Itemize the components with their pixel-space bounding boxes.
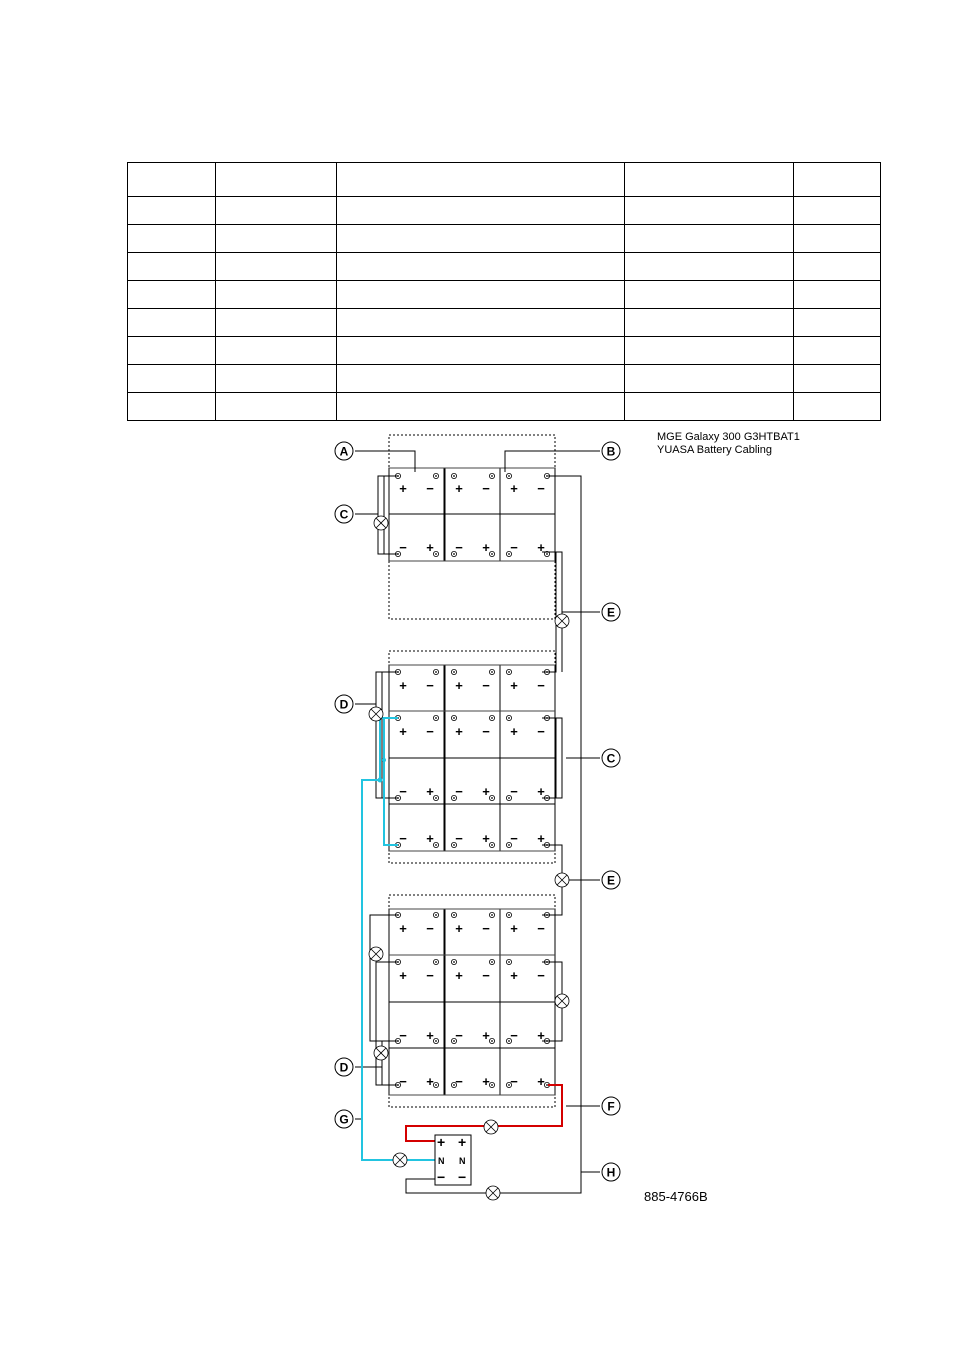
polarity-sign: −	[482, 678, 490, 693]
polarity-sign: +	[455, 678, 463, 693]
fuse-icon	[555, 994, 569, 1008]
callout-g	[335, 1110, 353, 1128]
tb-pos-right: +	[458, 1134, 467, 1150]
polarity-sign: −	[399, 784, 407, 799]
polarity-sign: −	[537, 968, 545, 983]
polarity-sign: −	[426, 921, 434, 936]
enclosure-top	[389, 435, 555, 619]
polarity-sign: +	[482, 784, 490, 799]
polarity-sign: +	[537, 1028, 545, 1043]
enclosure-middle	[389, 651, 555, 863]
diagram-subtitle: YUASA Battery Cabling	[657, 444, 772, 456]
fuse-icon	[393, 1153, 407, 1167]
tb-n-left: N	[438, 1156, 445, 1166]
terminal-dot	[435, 1084, 437, 1086]
polarity-sign: −	[537, 678, 545, 693]
svg-text:G: G	[339, 1112, 349, 1127]
polarity-sign: −	[426, 724, 434, 739]
enclosure-bottom	[389, 895, 555, 1107]
callout-a	[335, 442, 353, 460]
terminal-dot	[435, 797, 437, 799]
polarity-sign: −	[455, 1074, 463, 1089]
polarity-sign: +	[399, 678, 407, 693]
fuse-icon	[484, 1120, 498, 1134]
terminal-dot	[453, 914, 455, 916]
polarity-sign: −	[510, 831, 518, 846]
polarity-sign: −	[426, 968, 434, 983]
tb-pos-left: +	[437, 1134, 446, 1150]
terminal-dot	[491, 1084, 493, 1086]
terminal-dot	[453, 475, 455, 477]
terminal-dot	[546, 1084, 548, 1086]
polarity-sign: −	[399, 1028, 407, 1043]
polarity-sign: −	[399, 540, 407, 555]
terminal-dot	[508, 475, 510, 477]
svg-text:F: F	[607, 1099, 615, 1114]
callout-h	[602, 1163, 620, 1181]
polarity-sign: −	[510, 1028, 518, 1043]
neutral-junction	[378, 778, 383, 783]
polarity-sign: +	[399, 921, 407, 936]
polarity-sign: −	[399, 831, 407, 846]
polarity-sign: +	[455, 481, 463, 496]
polarity-sign: +	[399, 481, 407, 496]
terminal-dot	[508, 717, 510, 719]
terminal-dot	[435, 475, 437, 477]
callout-e-top	[602, 603, 620, 621]
neutral-junction-2	[382, 758, 386, 762]
polarity-sign: −	[482, 921, 490, 936]
polarity-sign: +	[537, 540, 545, 555]
polarity-sign: −	[537, 921, 545, 936]
callout-d-bot	[335, 1058, 353, 1076]
svg-text:C: C	[606, 751, 616, 766]
polarity-sign: −	[482, 724, 490, 739]
polarity-sign: −	[426, 678, 434, 693]
terminal-dot	[508, 961, 510, 963]
fuse-icon	[486, 1186, 500, 1200]
svg-text:H: H	[606, 1165, 616, 1180]
terminal-dot	[491, 475, 493, 477]
terminal-dot	[508, 671, 510, 673]
terminal-dot	[435, 717, 437, 719]
tb-neg-left: −	[437, 1169, 446, 1185]
terminal-dot	[491, 914, 493, 916]
terminal-dot	[491, 961, 493, 963]
polarity-sign: +	[482, 831, 490, 846]
terminal-block	[435, 1134, 471, 1185]
polarity-sign: +	[482, 1028, 490, 1043]
terminal-dot	[491, 717, 493, 719]
polarity-sign: +	[426, 784, 434, 799]
fuse-icon	[555, 873, 569, 887]
terminal-dot	[491, 671, 493, 673]
polarity-sign: −	[482, 968, 490, 983]
fuse-icon	[369, 707, 383, 721]
svg-text:D: D	[339, 1060, 349, 1075]
polarity-sign: −	[455, 1028, 463, 1043]
battery-terminals	[395, 473, 549, 1089]
polarity-sign: +	[537, 1074, 545, 1089]
polarity-sign: +	[455, 921, 463, 936]
svg-text:C: C	[339, 507, 349, 522]
polarity-sign: −	[482, 481, 490, 496]
polarity-sign: +	[510, 481, 518, 496]
drawing-number: 885-4766B	[644, 1189, 708, 1204]
fuse-icon	[374, 1046, 388, 1060]
fuse-icon	[555, 614, 569, 628]
polarity-sign: −	[510, 784, 518, 799]
positive-cable	[406, 1085, 562, 1141]
enclosures	[389, 435, 555, 1107]
svg-text:A: A	[339, 444, 349, 459]
polarity-sign: +	[537, 784, 545, 799]
tb-n-right: N	[459, 1156, 466, 1166]
polarity-sign: +	[537, 831, 545, 846]
tb-neg-right: −	[458, 1169, 467, 1185]
terminal-dot	[546, 475, 548, 477]
black-wiring	[355, 451, 600, 1193]
terminal-dot	[435, 553, 437, 555]
svg-text:E: E	[606, 873, 616, 888]
terminal-dot	[508, 914, 510, 916]
polarity-sign: +	[510, 724, 518, 739]
svg-text:D: D	[339, 697, 349, 712]
polarity-sign: +	[510, 968, 518, 983]
polarity-sign: −	[510, 1074, 518, 1089]
polarity-sign: +	[482, 1074, 490, 1089]
polarity-sign: +	[426, 540, 434, 555]
svg-text:B: B	[606, 444, 616, 459]
polarity-sign: −	[455, 540, 463, 555]
terminal-dot	[453, 671, 455, 673]
polarity-sign: −	[426, 481, 434, 496]
callout-c-mid	[602, 749, 620, 767]
terminal-dot	[491, 844, 493, 846]
polarity-sign: −	[510, 540, 518, 555]
polarity-sign: +	[510, 921, 518, 936]
callout-e-mid	[602, 871, 620, 889]
fuse-icon	[369, 947, 383, 961]
polarity-sign: +	[455, 724, 463, 739]
callout-f	[602, 1097, 620, 1115]
polarity-sign: +	[399, 724, 407, 739]
terminal-dot	[435, 914, 437, 916]
polarity-sign: −	[455, 831, 463, 846]
polarity-sign: −	[537, 724, 545, 739]
callout-d-mid	[335, 695, 353, 713]
callout-b	[602, 442, 620, 460]
battery-cells	[389, 468, 555, 1095]
polarity-sign: −	[455, 784, 463, 799]
diagram-title: MGE Galaxy 300 G3HTBAT1	[657, 431, 800, 443]
polarity-sign: +	[426, 1074, 434, 1089]
polarity-sign: +	[510, 678, 518, 693]
terminal-dot	[435, 1040, 437, 1042]
terminal-dot	[546, 553, 548, 555]
svg-text:E: E	[606, 605, 616, 620]
polarity-sign: +	[426, 831, 434, 846]
terminal-dot	[435, 671, 437, 673]
polarity-sign: +	[455, 968, 463, 983]
terminal-dot	[453, 961, 455, 963]
polarity-sign: +	[482, 540, 490, 555]
fuse-icon	[374, 516, 388, 530]
callout-c-top	[335, 505, 353, 523]
polarity-sign: −	[399, 1074, 407, 1089]
polarity-sign: +	[426, 1028, 434, 1043]
terminal-dot	[491, 553, 493, 555]
terminal-dot	[435, 961, 437, 963]
terminal-dot	[491, 1040, 493, 1042]
terminal-dot	[453, 717, 455, 719]
polarity-sign: −	[537, 481, 545, 496]
terminal-dot	[435, 844, 437, 846]
polarity-sign: +	[399, 968, 407, 983]
terminal-dot	[491, 797, 493, 799]
